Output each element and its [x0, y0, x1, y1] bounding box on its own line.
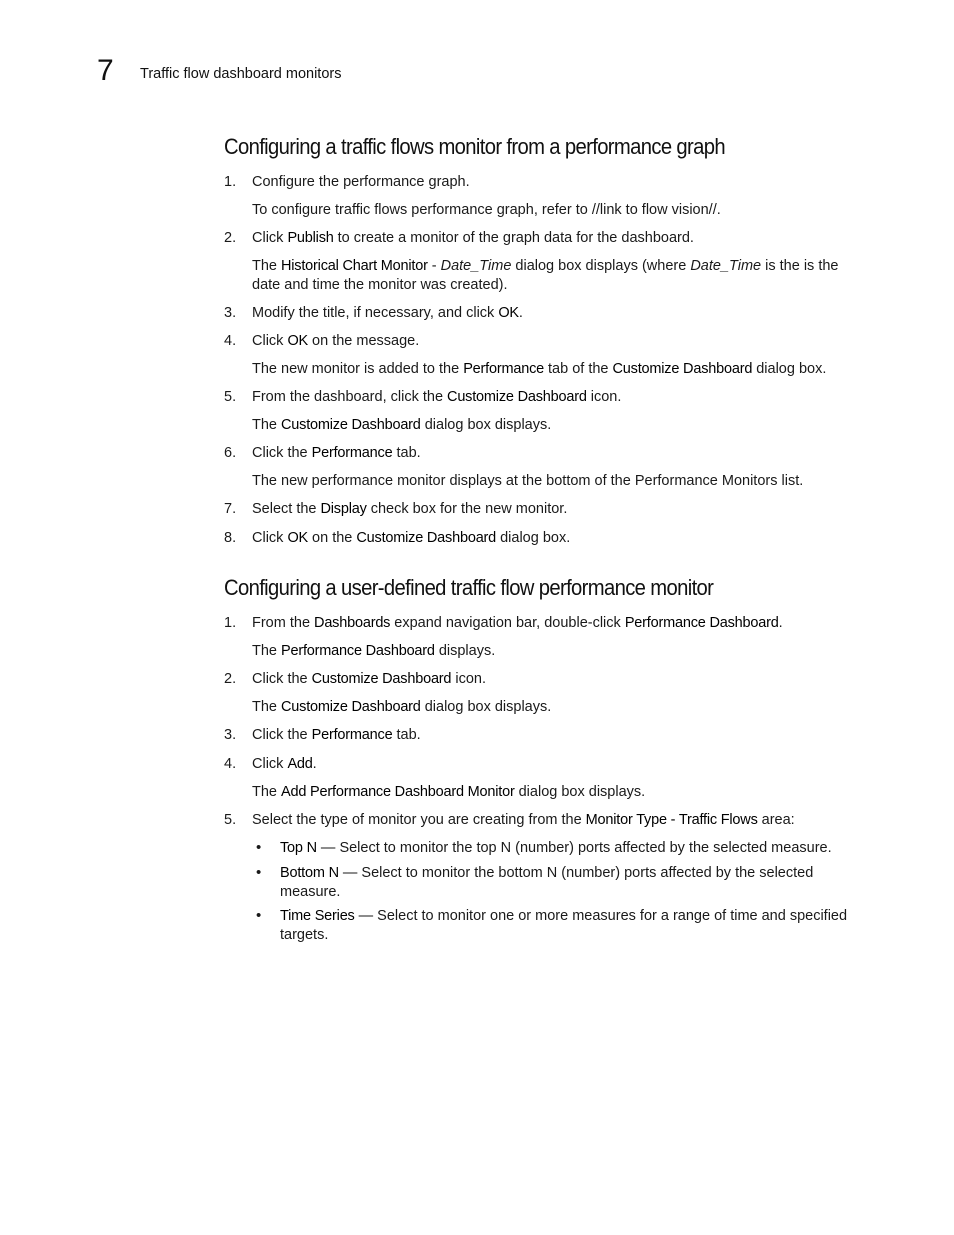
step-note: To configure traffic flows performance graph, refer to //link to flow vision//.: [252, 202, 721, 218]
ui-term: Time Series: [280, 908, 355, 924]
step-number: 1.: [224, 174, 237, 190]
step-number: 4.: [224, 333, 237, 349]
step-text: From the Dashboards expand navigation bar, double-click Performance Dashboard.: [252, 615, 783, 631]
step-number: 3.: [224, 305, 237, 321]
bullet-text: targets.: [280, 927, 329, 943]
step-note: The Performance Dashboard displays.: [252, 643, 496, 659]
bullet: •: [256, 864, 262, 881]
step-text: Click Publish to create a monitor of the graph data for the dashboard.: [252, 230, 694, 246]
step-number: 6.: [224, 445, 237, 461]
step-number: 2.: [224, 671, 237, 687]
bullet-text: Bottom N — Select to monitor the bottom N (number) ports affected by the selected: [280, 865, 814, 881]
running-head: Traffic flow dashboard monitors: [140, 66, 342, 82]
step-text: Click OK on the Customize Dashboard dialog box.: [252, 530, 571, 546]
ui-term: Publish: [287, 230, 334, 246]
step-note: The Add Performance Dashboard Monitor dialog box displays.: [252, 784, 646, 800]
section-heading-2: Configuring a user-defined traffic flow performance monitor: [224, 575, 714, 600]
step-text: Click Add.: [252, 756, 317, 772]
step-note: The new performance monitor displays at the bottom of the Performance Monitors list.: [252, 473, 804, 489]
ui-term: Dashboards: [314, 615, 391, 631]
step-text: Click OK on the message.: [252, 333, 420, 349]
step-text: Select the type of monitor you are creating from the Monitor Type - Traffic Flows area:: [252, 812, 795, 828]
ui-term: Customize Dashboard: [281, 699, 421, 715]
ui-term: Customize Dashboard: [612, 361, 753, 377]
ui-term: Bottom N: [280, 865, 339, 881]
ui-term: OK: [498, 305, 519, 321]
step-number: 2.: [224, 230, 237, 246]
ui-term: Top N: [280, 840, 317, 856]
bullet-text: Top N — Select to monitor the top N (number) ports affected by the selected measure.: [280, 840, 832, 856]
ui-term: Performance: [463, 361, 544, 377]
chapter-number: 7: [97, 54, 114, 87]
ui-term: Customize Dashboard: [281, 417, 421, 433]
ui-term: Monitor Type - Traffic Flows: [585, 812, 758, 828]
ui-term: Add Performance Dashboard Monitor: [281, 784, 515, 800]
ui-term: OK: [287, 333, 309, 349]
ui-term: Performance: [311, 445, 393, 461]
bullet-text: measure.: [280, 884, 341, 900]
step-number: 7.: [224, 501, 237, 517]
ui-term: Historical Chart Monitor: [281, 258, 428, 274]
step-note: The new monitor is added to the Performance tab of the Customize Dashboard dialog box.: [252, 361, 827, 377]
ui-term: Add: [287, 756, 313, 772]
step-note: The Historical Chart Monitor - Date_Time dialog box displays (where Date_Time is the is the: [252, 258, 839, 274]
step-note: The Customize Dashboard dialog box displays.: [252, 699, 552, 715]
step-number: 3.: [224, 727, 237, 743]
ui-term: Customize Dashboard: [447, 389, 587, 405]
ui-term: Customize Dashboard: [356, 530, 497, 546]
step-number: 1.: [224, 615, 237, 631]
step-note: date and time the monitor was created).: [252, 277, 508, 293]
section-heading-1: Configuring a traffic flows monitor from a performance graph: [224, 134, 725, 159]
ui-term: Customize Dashboard: [311, 671, 452, 687]
step-text: Select the Display check box for the new monitor.: [252, 501, 568, 517]
bullet: •: [256, 907, 262, 924]
ui-term: OK: [287, 530, 309, 546]
step-number: 4.: [224, 756, 237, 772]
step-text: From the dashboard, click the Customize Dashboard icon.: [252, 389, 622, 405]
bullet-text: Time Series — Select to monitor one or more measures for a range of time and specified: [280, 908, 848, 924]
step-text: Click the Performance tab.: [252, 445, 421, 461]
step-number: 5.: [224, 389, 237, 405]
bullet: •: [256, 839, 262, 856]
step-number: 5.: [224, 812, 237, 828]
ui-term: Performance Dashboard: [281, 643, 435, 659]
step-text: Click the Performance tab.: [252, 727, 421, 743]
step-text: Click the Customize Dashboard icon.: [252, 671, 486, 687]
ui-term: Display: [320, 501, 367, 517]
step-note: The Customize Dashboard dialog box displays.: [252, 417, 552, 433]
ui-term: Performance Dashboard: [624, 615, 779, 631]
step-text: Configure the performance graph.: [252, 174, 470, 190]
step-number: 8.: [224, 530, 237, 546]
ui-term: Performance: [311, 727, 393, 743]
step-text: Modify the title, if necessary, and click OK.: [252, 305, 523, 321]
